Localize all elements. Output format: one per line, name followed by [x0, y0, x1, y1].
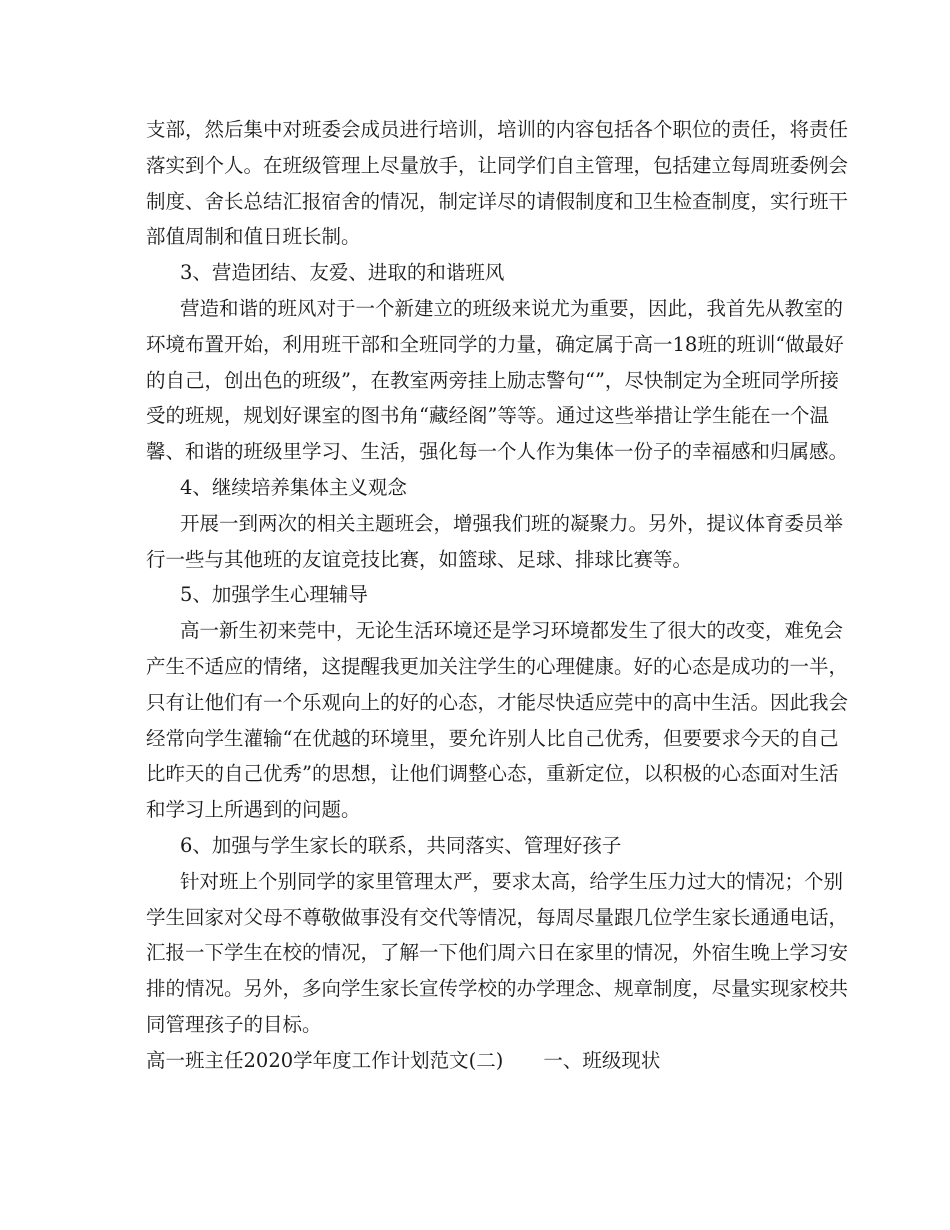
text-line: 支部，然后集中对班委会成员进行培训，培训的内容包括各个职位的责任，将责任 — [146, 118, 849, 141]
next-document-heading — [146, 1043, 814, 1079]
text-line: 只有让他们有一个乐观向上的好的心态，才能尽快适应莞中的高中生活。因此我会 — [146, 690, 849, 714]
text-line: 同管理孩子的目标。 — [146, 1012, 322, 1036]
text-line: 汇报一下学生在校的情况，了解一下他们周六日在家里的情况，外宿生晚上学习安 — [146, 941, 849, 965]
section-heading: 5、加强学生心理辅导 — [180, 583, 368, 607]
section-heading: 3、营造团结、友爱、进取的和谐班风 — [180, 261, 505, 285]
text-line: 制度、舍长总结汇报宿舍的情况，制定详尽的请假制度和卫生检查制度，实行班干 — [146, 189, 849, 213]
text-line: 馨、和谐的班级里学习、生活，强化每一个人作为集体一份子的幸福感和归属感。 — [146, 440, 849, 464]
document-title: 高一班主任2020学年度工作计划范文(二) — [146, 1048, 504, 1072]
text-line: 行一些与其他班的友谊竞技比赛，如篮球、足球、排球比赛等。 — [146, 547, 693, 571]
paragraph-first-line: 高一新生初来莞中，无论生活环境还是学习环境都发生了很大的改变，难免会 — [180, 619, 844, 643]
text-line: 和学习上所遇到的问题。 — [146, 798, 361, 822]
text-line: 产生不适应的情绪，这提醒我更加关注学生的心理健康。好的心态是成功的一半， — [146, 654, 849, 678]
document-page — [146, 112, 849, 1079]
text-line: 学生回家对父母不尊敬做事没有交代等情况，每周尽量跟几位学生家长通通电话， — [146, 905, 849, 929]
section-title: 一、班级现状 — [543, 1048, 661, 1072]
section-heading: 6、加强与学生家长的联系，共同落实、管理好孩子 — [180, 833, 622, 857]
text-line: 受的班规，规划好课室的图书角“藏经阁”等等。通过这些举措让学生能在一个温 — [146, 404, 829, 428]
text-line: 排的情况。另外，多向学生家长宣传学校的办学理念、规章制度，尽量实现家校共 — [146, 977, 849, 1001]
paragraph-first-line: 开展一到两次的相关主题班会，增强我们班的凝聚力。另外，提议体育委员举 — [180, 511, 844, 535]
text-line: 环境布置开始，利用班干部和全班同学的力量，确定属于高一18班的班训“做最好 — [146, 332, 844, 356]
text-line: 比昨天的自己优秀”的思想，让他们调整心态，重新定位，以积极的心态面对生活 — [146, 762, 839, 786]
text-line: 的自己，创出色的班级”，在教室两旁挂上励志警句“”，尽快制定为全班同学所接 — [146, 368, 839, 392]
section-heading: 4、继续培养集体主义观念 — [180, 475, 407, 499]
text-line: 部值周制和值日班长制。 — [146, 225, 361, 249]
paragraph-first-line: 针对班上个别同学的家里管理太严，要求太高，给学生压力过大的情况；个别 — [180, 869, 844, 893]
text-line: 落实到个人。在班级管理上尽量放手，让同学们自主管理，包括建立每周班委例会 — [146, 153, 849, 177]
paragraph-first-line: 营造和谐的班风对于一个新建立的班级来说尤为重要，因此，我首先从教室的 — [180, 296, 844, 320]
text-line: 经常向学生灌输“在优越的环境里，要允许别人比自己优秀，但要要求今天的自己 — [146, 726, 839, 750]
